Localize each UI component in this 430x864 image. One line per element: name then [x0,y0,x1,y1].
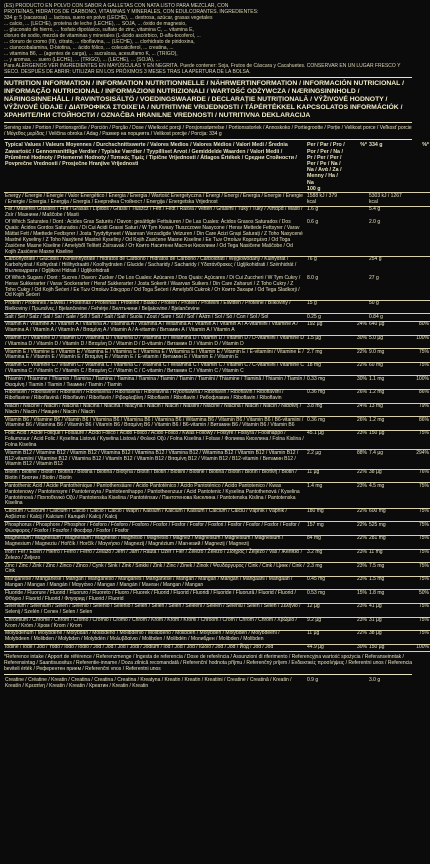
row-label: Vitamin B12 / Vitamine B12 / Vitamin B12 / Vitamina B12 / Vitamina B12 / Vitamina B12 / Witamina B12 / Vitamin B12 / Vitamin B12 / B12-vitamiini / Vitamine B12 / Vitamina B12 / Vitamín B12 / Vitamín B12 / Βιταμίνη B12 / Vitamin B12 / B12-vitamin / Витамин B12 / Vitamin B12 / Vitamin B12 [4,450,306,470]
pct-serving: 100% [408,644,430,652]
value-100g: 1.6 g [306,207,346,220]
pct-serving: 294% [408,450,430,470]
pct-100g [346,677,368,690]
value-100g: 1588 kJ / 379 kcal [306,193,346,207]
pct-serving: 80% [408,322,430,336]
nutrient-row [4,590,430,604]
pct-100g: 23% [346,430,368,450]
pct-100g [346,193,368,207]
ingredients-line: 334 g: 5 (sacarosa) ... lactosa, suero en polvo (LECHE), ... dextrosa, azúcar, grasas vegetales [4,15,213,21]
pct-100g [346,300,368,314]
row-label: Fat / Matières Grasses / Fett / Grasas / Lípidos / Grassi / Tłuszcz / Fett / Fedt / Rasva / Vetten / Grăsimi / Tuky / Tuky / Λιπαρά / Masti / Zsír / Мазнини / Maščobe / Masti [4,207,306,220]
value-serving: 1.5 mg [368,576,408,590]
row-label: Of Which Saturates / Dont : Acides Gras Saturés / Davon: gesättigte Fettsäuren / De Las Cuales: Ácidos Grasos Saturados / Dos Quais: Ácidos Gordos Saturados / Di Cui Acidi Grassi Saturi / W Tym Kwasy Tłuszczowe Nasycone / Herav Mettede Fettsyrer / Varav Mättat Fett / Mættede Fedtsyrer / Josta Tyydyttyneet / Waarvan Verzadigde Vetzuren / Din Care Acizi Grași Saturați / Z Toho Nasycené Mastné Kyseliny / Z Toho Nasýtené Mastné Kyseliny / Od Kojih Zasićene Masne Kiseline / Εκ Των Οποίων Κορεσμένα / Od Toga Zasićene Masne Kiseline / Amelyből Telített Zsírsavak / От Които Наситени Мастни Киселини / Od Tega Nasičene Maščobe / Od Kojih Zasićene Masne Kiseline [5,218,303,255]
reference-intake-note: *Reference intake / Apport de référence / Referenzmenge / Ingesta de referencia / Dose de referência / Assunzioni di riferimento / Referencyjna wartość spożycia / Referanseinntak / Referensintag / Saantisuositus / Referentie-inname / Doza zilnică recomandată / Referenční hodnota příjmu / Referenčný príjem / Ενδεικτικές προσλήψεις / Referentni unos / Referencia beviteli érték / Референтен прием / Referenčni vnos / Referentni unos [4,654,413,673]
row-label: Zinc / Zinc / Zink / Zinc / Zinco / Zinco / Cynk / Sink / Zink / Sinkki / Zink / Zinc / Zinek / Zinok / Ψευδάργυρος / Cink / Cink / Цинк / Cink / Cink [5,562,305,575]
per-header-text: Per / Par / Pro / Por / Per / Na / Pr / Per / Per / Per / Pe / Na / Na / Ανά / Za / Menny / На / Na [307,142,345,186]
pct-100g: 23% [346,603,368,617]
nutrient-row [4,349,430,363]
col-pct-100: %* [360,142,367,149]
pct-100g: 24% [346,403,368,417]
pct-100g [346,275,368,300]
value-serving: 9.0 mg [368,349,408,363]
pct-100g: 23% [346,563,368,577]
creatine-row [4,677,430,690]
pct-serving [408,300,430,314]
nutrient-row [4,362,430,376]
row-label: Selenium / Sélénium / Selen / Selenio / Selénio / Selenio / Selen / Selen / Selen / Seleeni / Seleen / Seleniu / Selen / Selén / Σελήνιο / Selenij / Szelén / Селен / Selen / Selen [4,603,306,617]
ingredients-line: ... vitamina B6, ... (agentes de carga), ... sucralosa, acesulfamo K, ... (TRIGO), [4,51,178,57]
value-serving: 11 mg [368,549,408,563]
nutrient-row [4,549,430,563]
value-100g: 12 µg [306,603,346,617]
pct-100g [346,314,368,322]
row-label: Folic Acid / Acide Folique / Folsäure / Ácido Fólico / Ácido Fólico / Acido Folico / Kwas Foliowy / Folsyre / Folsyra / Foolihappo / Foliumzuur / Acid Folic / Kyselina Listová / Kyselina Listová / Φολικό Οξύ / Folna Kiselina / Folsav / Фолиева Киселина / Folna Kislina / Folna Kiselina [4,430,306,450]
value-serving: 27 g [369,274,379,281]
pct-100g: 22% [346,535,368,549]
value-serving: 5.0 µg [368,335,408,349]
pct-100g: 26% [346,417,368,431]
value-100g: 0.6 g [307,218,319,225]
serving-size: Serving size / Portion / Portionsgröße / Porción / Porção / Dose / Wielkość porcji / Porsjonsstørrelse / Portionsstorlek / Annoskoko / Portiegrootte / Porție / Velikost porce / Veľkosť porcie / Μέγεθος μερίδας / Veličina obroka / Adag / Размер на порцията / Velikost porcije / Porcija: 334 g [4,125,412,137]
creatine-table [4,677,430,690]
row-label: Protein / Protéines / Eiweiß / Proteínas / Proteínas / Proteine / Białko / Protein / Protein / Proteiini / Eiwitten / Proteine / Bílkoviny / Bielkoviny / Πρωτεΐνες / Bjelančevine / Fehérje / Белтъчини / Beljakovine / Bjelančevine [4,300,306,314]
value-serving: 38 µg [368,631,408,645]
ingredients-line: ... cloruro de cromo (III), citrato, ... riboflavina, ... (LECHE), ... clorhidrato de piridoxina, [4,39,195,45]
row-label: Vitamin C / Vitamine C / Vitamin C / Vitamina C / Vitamina C / Vitamina C / Witamina C / Vitamin C / Vitamin C / C-vitamiini / Vitamine C / Vitamina C / Vitamín C / Vitamín C / Βιταμίνη C / Vitamin C / C-vitamin / Витамин C / Vitamin C / Vitamin C [5,362,304,375]
pct-serving: 50% [408,590,430,604]
nutrient-row [4,300,430,314]
value-100g: 11 µg [306,469,346,483]
col-serving: 334 g [369,142,383,149]
value-100g: 2.7 mg [306,349,346,363]
ingredients-line: ... cianocobalamina, D-biotina, ... ácido fólico, ... colecalciferol, ... creatina, ... [4,45,174,51]
value-100g: 8.0 g [307,274,319,281]
pct-100g: 22% [346,631,368,645]
value-100g: 45.1 µg [306,430,346,450]
row-label: Manganese / Manganèse / Mangan / Manganeso / Manganês / Manganese / Mangan / Mangan / Mangan / Mangaani / Mangaan / Mangan / Mangan / Mangán / Μαγγάνιο / Mangan / Mangán / Манган / Mangan / Mangan [4,576,306,590]
ingredients-line: PROTEÍNAS, HIDRATOS DE CARBONO, VITAMINAS Y MINERALES, CON EDULCORANTES. INGREDIENTES: [4,9,259,15]
row-label: Vitamin D / Vitamine D / Vitamin D / Vitamina D / Vitamina D / Vitamina D / Witamina D / Vitamin D / Vitamin D / D-vitamiini / Vitamine D / Vitamina D / Vitamín D / Vitamín D / Βιταμίνη D / Vitamin D / D-vitamin / Витамин D / Vitamin D / Vitamin D [5,334,304,347]
pct-100g: 30% [346,644,368,652]
row-label: Creatine / Créatine / Kreatin / Creatina / Creatina / Creatina / Kreatyna / Kreatin / Kreatin / Kreatiini / Creatine / Creatină / Kreatin / Kreatín / Κρεατίνη / Kreatin / Kreatin / Креатин / Kreatin / Kreatin [5,676,292,689]
ingredients-line: ... calcio, ... (LECHE), proteína de leche (LECHE), ... SOJA, ... óxido de magnesio, [4,21,187,27]
nutrient-row [4,275,430,300]
pct-serving [408,193,430,207]
divider [4,674,412,675]
nutrient-row [4,603,430,617]
nutrient-row [4,256,430,275]
col-pct-serving: %* [422,142,429,149]
value-serving: 60 mg [368,362,408,376]
pct-serving [408,275,430,300]
pct-100g: 23% [346,617,368,631]
nutrient-row [4,389,430,403]
value-serving: 1.2 mg [368,389,408,403]
pct-100g: 23% [346,483,368,508]
ingredients-line: ... y aromas, ... suero (LECHE), ... (TRIGO), ... (LECHE), ... (SOJA), ... [4,57,160,63]
nutrient-row [4,335,430,349]
value-100g: 192 µg [306,322,346,336]
nutrient-row [4,417,430,431]
pct-100g: 22% [346,508,368,522]
row-label: Vitamin E / Vitamine E / Vitamin E / Vitamina E / Vitamina E / Vitamina E / Witamina E / Vitamin E / Vitamin E / E-vitamiini / Vitamine E / Vitamina E / Vitamín E / Vitamín E / Βιταμίνη E / Vitamin E / E-vitamin / Витамин E / Vitamin E / Vitamin E [4,349,306,363]
value-100g: 0.36 mg [306,389,346,403]
value-100g: 18 mg [306,362,346,376]
value-100g: 0.36 mg [306,417,346,431]
nutrient-row [4,207,430,220]
pct-100g: 22% [346,362,368,376]
value-100g: 0.25 g [306,314,346,322]
pct-100g: 24% [346,322,368,336]
value-100g: 15 g [306,300,346,314]
nutrient-row [4,508,430,522]
value-100g: 1.4 mg [306,483,346,508]
row-label: Biotin / Biotine / Biotin / Biotina / Biotina / Biotina / Biotyna / Biotin / Biotin / Biotiini / Biotine / Biotină / Biotin / Biotín / Βιοτίνη / Biotin / Biotin / Биотин / Biotin / Biotin [4,469,306,483]
pct-serving [408,677,430,690]
value-serving: 1.2 mg [368,417,408,431]
pct-serving [408,314,430,322]
row-label: Energy / Énergie / Energie / Valor Energético / Energia / Energia / Wartość Energetyczna / Energi / Energi / Energia / Energie / Energie / Energie / Energia / Energija / Energia / Енергийна Стойност / Energija / Energetska Vrijednost [4,193,306,207]
nutrient-row [4,322,430,336]
row-label: Iodine / Iode / Jod / Yodo / Iodo / Iodio / Jod / Jod / Jod / Jodi / Jodium / Iod / Jód / Jód / Ιώδιο / Jod / Jód / Йод / Jod / Jod [4,644,306,652]
ingredients-line: Para ALÉRGENOS VER INGREDIENTES EN MAYÚSCULAS Y EN NEGRITA. Puede contener: Soja, Frutos de Cáscara y Cacahuetes. CONSERVAR EN UN LUGAR FRESCO Y SECO. DESPUÉS DE ABRIR: UTILIZAR EN LOS PRÓXIMOS 3 MESES TRAS LA APERTURA DE LA BOLSA. [4,63,401,75]
pct-serving: 75% [408,349,430,363]
value-100g: 0.45 mg [306,576,346,590]
value-serving: 7.4 µg [368,450,408,470]
ingredients-line: ... gluconato de hierro, ... fosfato dipotásico, sulfato de zinc, vitamina C, ... vitamina E, [4,27,194,33]
row-label: Of Which Sugars / Dont : Sucres / Davon: Zucker / De Los Cuales: Azúcares / Dos Quais: Açúcares / Di Cui Zuccheri / W Tym Cukry / Herav Sukkerarter / Varav Sockerarter / Heraf Sukkerarter / Josta Sokerit / Waarvan Suikers / Din Care Zaharuri / Z Toho Cukry / Z Toho Cukry / Od Kojih Šećeri / Εκ Των Οποίων Σάκχαρα / Od Toga Šećeri / Amelyből Cukrok / От Които Захари / Od Tega Sladkorji / Od Kojih Šećeri [5,274,301,299]
value-serving: 1.1 mg [368,376,408,390]
nutrient-row [4,430,430,450]
pct-100g: 15% [346,590,368,604]
pct-serving [408,207,430,220]
value-100g: 76 g [306,256,346,275]
row-label: Thiamin / Thiamine / Thiamin / Tiamina / Tiamina / Tiamina / Tiamina / Tiamin / Tiamin / Tiamiini / Thiamine / Tiamină / Thiamin / Tiamín / Θειαμίνη / Tiamin / Tiamin / Тиамин / Tiamin / Tiamin [5,375,306,388]
value-100g: 2.3 mg [306,563,346,577]
pct-serving: 76% [408,469,430,483]
value-100g: 0.33 mg [306,376,346,390]
value-serving: 41 µg [368,603,408,617]
pct-100g [346,207,368,220]
value-serving: 525 mg [368,522,408,536]
value-100g: 0.53 mg [306,590,346,604]
value-serving: 1.8 mg [368,590,408,604]
value-serving: 4.5 mg [368,483,408,508]
pct-serving [408,220,430,257]
pct-serving: 75% [408,549,430,563]
row-label: Carbohydrate / Glucides / Kohlenhydrate / Hidratos de Carbono / Hidratos de Carbono / Carboidrati / Węglowodany / Kulhydrat / Karbohydrat / Kolhydrat / Hiilihydraatti / Koolhydraten / Glucide / Sacharidy / Sacharidy / Υδατάνθρακες / Ugljikohidrati / Szénhidrát / Въглехидрати / Ogljikovi Hidrati / Ugljikohidrati [4,256,306,275]
value-100g: 180 mg [306,508,346,522]
value-100g: 2.2 µg [306,450,346,470]
nutrient-row [4,483,430,508]
pct-serving: 100% [408,376,430,390]
value-serving: 254 g [368,256,408,275]
value-serving: 640 µg [368,322,408,336]
value-serving: 600 mg [368,508,408,522]
value-serving: 0.84 g [368,314,408,322]
pct-serving: 75% [408,631,430,645]
pct-100g: 22% [346,469,368,483]
value-serving: 150 µg [368,644,408,652]
pct-serving: 75% [408,430,430,450]
value-100g: 157 mg [306,522,346,536]
col-100g: 100 g [307,185,321,192]
ingredients-text [4,3,412,75]
value-100g: 84 mg [306,535,346,549]
ingredients-line: (ES) PRODUCTO EN POLVO CON SABOR A GALLETAS CON NATA LISTO PARA MEZCLAR, CON [4,3,229,9]
value-serving: 50 g [368,300,408,314]
row-label: Chromium / Chrome / Chrom / Cromo / Crómio / Cromo / Chrom / Krom / Krom / Kromi / Chroom / Crom / Chrom / Chróm / Χρώμιο / Krom / Króm / Хром / Krom / Krom [4,617,306,631]
pct-100g: 22% [346,349,368,363]
value-100g: 11 µg [306,631,346,645]
value-serving: 13 mg [368,403,408,417]
nutrient-row [4,314,430,322]
pct-100g: 88% [346,450,368,470]
pct-serving: 75% [408,522,430,536]
nutrient-row [4,631,430,645]
value-100g: 3.2 mg [306,549,346,563]
nutrient-row [4,563,430,577]
pct-100g: 23% [346,576,368,590]
pct-serving: 100% [408,335,430,349]
divider [4,77,412,78]
nutrient-row [4,522,430,536]
row-label: Phosphorus / Phosphore / Phosphor / Fósforo / Fósforo / Fosforo / Fosfor / Fosfor / Fosfor / Fosfori / Fosfor / Fosfor / Fosfor / Fosfor / Φώσφορος / Fosfor / Foszfor / Фосфор / Fosfor / Fosfor [4,522,306,536]
pct-100g: 22% [346,522,368,536]
nutrient-row [4,450,430,470]
row-label: Magnesium / Magnésium / Magnesium / Magnesio / Magnésio / Magnesio / Magnez / Magnesium / Magnesium / Magnesium / Magnesium / Magneziu / Hořčík / Horčík / Μαγνήσιο / Magnezij / Magnézium / Магнезий / Magnezij / Magnezij [4,535,306,549]
row-label: Iron / Fer / Eisen / Hierro / Ferro / Ferro / Żelazo / Jern / Järn / Rauta / IJzer / Fier / Železo / Železo / Σίδηρος / Željezo / Vas / Желязо / Železo / Željezo [4,549,306,563]
value-100g: 44.9 µg [306,644,346,652]
row-label: Pantothenic Acid / Acide Pantothénique / Pantothensäure / Ácido Pantoténico / Ácido Pantoténico / Acido Pantotenico / Kwas Pantotenowy / Pantotensyre / Pantotensyra / Pantoteenihappo / Pantotheenzuur / Acid Pantotenic / Kyselina Pantothenová / Kyselina Pantoténová / Παντοθενικό Οξύ / Pantotenska Kiselina / Pantoténsav / Пантотенова Киселина / Pantotenska Kislina / Pantotenska Kiselina [4,483,306,508]
nutrient-row [4,376,430,390]
pct-serving: 75% [408,576,430,590]
pct-100g: 30% [346,376,368,390]
pct-serving: 75% [408,603,430,617]
nutrition-header-title: NUTRITION INFORMATION / INFORMATION NUTRITIONNELLE / NÄHRWERTINFORMATION / INFORMACIÓN NUTRICIONAL / INFORMAÇÃO NUTRICIONAL / INFORMAZIONI NUTRIZIONALI / WARTOŚĆ ODŻYWCZA / NÆRINGSINNHOLD / NÄRINGSINNEHÅLL / RAVINTOSISÄLTÖ / VOEDINGSWAARDE / DECLARAȚIE NUTRIȚIONALĂ / VÝŽIVOVÉ HODNOTY / VÝŽIVOVÉ ÚDAJE / ΔΙΑΤΡΟΦΙΚΆ ΣΤΟΙΧΕΊΑ / NUTRITIVNE VRIJEDNOSTI / TÁPÉRTÉKKEL KAPCSOLATOS INFORMÁCIÓK / ХРАНИТЕЛНИ СТОЙНОСТИ / OZNAČBA HRANILNE VREDNOSTI / NUTRITIVNA DEKLARACIJA [4,80,404,119]
value-serving: 2.0 g [369,218,381,225]
pct-serving: 75% [408,483,430,508]
ingredients-line: cloruro de sodio, mezcla de vitaminas y minerales (L-ácido ascórbico, D-alfa-tocoferol, ... [4,33,201,39]
pct-serving: 86% [408,417,430,431]
pct-serving: 75% [408,617,430,631]
row-label: Calcium / Calcium / Calcium / Calcio / Cálcio / Calcio / Wapń / Kalsium / Kalcium / Kalsium / Calcium / Calciu / Vápník / Vápnik / Ασβέστιο / Kalcij / Kalcium / Калций / Kalcij / Kalcij [4,508,306,522]
typical-values-header: Typical Values / Valeurs Moyennes / Durchschnittswerte / Valores Medios / Valores Médios / Valori Medi / Średnia Zawartość / Gennomsnittlige Verdier / Typiske Værdier / Tyypilliset Arvot / Gemiddelde Waarden / Valori Medii / Průměrné Hodnoty / Priemerné Hodnoty / Τυπικές Τιμές / Tipične Vrijednosti / Átlagos Értékek / Средни Стойности / Povprečne Vrednosti / Prosječne Hranjive Vrijednosti [5,142,297,167]
pct-100g: 23% [346,549,368,563]
value-100g: 3.8 mg [306,403,346,417]
value-serving: 38 µg [368,469,408,483]
value-serving: 5.4 g [368,207,408,220]
divider [4,139,412,140]
row-label: Vitamin A / Vitamine A / Vitamin A / Vitamina A / Vitamina A / Vitamina A / Witamina A / Vitamin A / Vitamin A / A-vitamiini / Vitamine A / Vitamina A / Vitamín A / Vitamín A / Βιταμίνη A / Vitamin A / A-vitamin / Витамин A / Vitamin A / Vitamin A [4,322,306,336]
pct-serving: 75% [408,362,430,376]
value-serving: 3.0 g [369,676,381,683]
nutrient-row [4,644,430,652]
row-label: Niacin / Niacine / Niacin / Niacina / Niacina / Niacina / Niacyna / Niacin / Niacin / Niasiini / Niacine / Niacină / Niacin / Niacín / Νιασίνη / Niacin / Niacin / Ниацин / Niacin / Niacin [4,403,306,417]
row-label: Riboflavin / Riboflavine / Riboflavin / Riboflavina / Riboflavina / Riboflavina / Ryboflawina / Riboflavin / Riboflavin / Riboflaviini / Riboflavine / Riboflavină / Riboflavin / Riboflavín / Ριβοφλαβίνη / Riboflavin / Riboflavin / Рибофлавин / Riboflavin / Riboflavin [4,389,306,403]
nutrient-row [4,576,430,590]
pct-serving: 79% [408,403,430,417]
divider [4,122,412,123]
pct-serving: 86% [408,389,430,403]
row-label: Vitamin B6 / Vitamine B6 / Vitamin B6 / Vitamina B6 / Vitamina B6 / Vitamina B6 / Witamina B6 / Vitamin B6 / Vitamin B6 / B6-vitamiini / Vitamine B6 / Vitamina B6 / Vitamín B6 / Vitamín B6 / Βιταμίνη B6 / Vitamin B6 / B6-vitamin / Витамин B6 / Vitamin B6 / Vitamin B6 [4,417,306,431]
nutrient-row [4,220,430,257]
value-serving: 7.5 mg [368,563,408,577]
pct-100g [346,220,368,257]
column-header-row [4,142,430,193]
value-100g: 9.2 µg [306,617,346,631]
pct-100g: 26% [346,389,368,403]
nutrient-row [4,193,430,207]
value-100g: 1.5 µg [306,335,346,349]
pct-100g [346,256,368,275]
pct-serving: 75% [408,563,430,577]
nutrient-row [4,617,430,631]
nutrient-row [4,535,430,549]
per-header-100 [306,142,346,193]
row-label: Salt / Sel / Salz / Sal / Sal / Sale / Sól / Salt / Salt / Salt / Suola / Zout / Sare / Sůl / Soľ / Αλάτι / Sol / Só / Сол / Sol / Sol [4,314,306,322]
pct-100g: 30% [346,335,368,349]
nutrient-row [4,403,430,417]
value-serving: 150 µg [368,430,408,450]
pct-serving: 75% [408,535,430,549]
value-serving: 31 µg [368,617,408,631]
nutrition-table [4,142,430,652]
value-serving: 5303 kJ / 1267 kcal [368,193,408,207]
row-label: Fluoride / Fluorure / Fluorid / Fluoruro / Fluoreto / Fluoro / Fluorek / Fluorid / Fluorid / Fluoridi / Fluoride / Fluorură / Fluorid / Fluorid / Φθόριο / Fluorid / Fluorid / Флуорид / Fluorid / Fluorid [4,590,306,604]
value-serving: 281 mg [368,535,408,549]
pct-serving: 75% [408,508,430,522]
value-100g: 0.9 g [307,676,319,683]
pct-serving [408,256,430,275]
row-label: Molybdenum / Molybdène / Molybdän / Molibdeno / Molibdénio / Molibdeno / Molibden / Molybden / Molybden / Molybdeeni / Molybdeen / Molibden / Molybden / Molybdén / Μολυβδαίνιο / Molibden / Molibdén / Молибден / Molibden / Molibden [4,631,306,645]
nutrient-row [4,469,430,483]
